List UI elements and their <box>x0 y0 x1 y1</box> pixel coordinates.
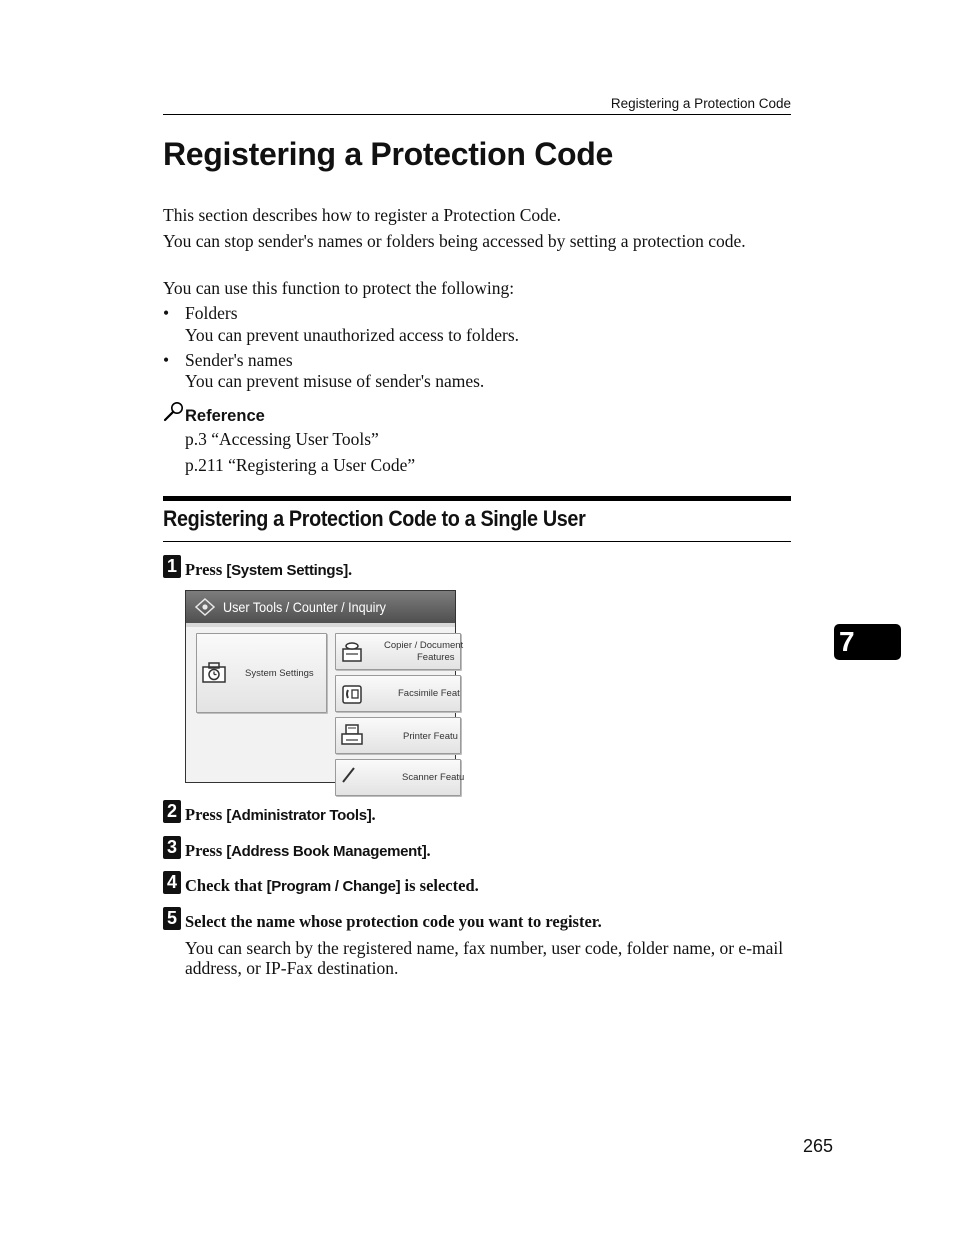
bullet-description: You can prevent unauthorized access to folders. <box>185 325 520 345</box>
step-note: You can search by the registered name, fax number, user code, folder name, or e-mail address, or IP-Fax destination. <box>185 938 784 978</box>
intro-paragraph: This section describes how to register a Protection Code. <box>163 205 562 225</box>
reference-link[interactable]: p.211 “Registering a User Code” <box>185 455 416 475</box>
reference-label: Reference <box>185 407 265 425</box>
page-number: 265 <box>803 1136 834 1156</box>
system-settings-label: System Settings <box>245 668 314 679</box>
section-rule <box>163 496 791 501</box>
system-settings-button[interactable] <box>196 633 327 713</box>
bullet-marker: • <box>163 303 170 323</box>
copier-icon <box>340 640 364 664</box>
reference-link[interactable]: p.3 “Accessing User Tools” <box>185 429 379 449</box>
step-text: . <box>348 560 353 579</box>
user-tools-screenshot <box>185 590 465 783</box>
running-header: Registering a Protection Code <box>163 96 791 115</box>
intro-paragraph: You can stop sender's names or folders being accessed by setting a protection code. <box>163 231 746 251</box>
system-settings-icon <box>201 661 227 685</box>
step-key: [Administrator Tools] <box>226 807 372 824</box>
step-text: . <box>426 841 431 860</box>
bullet-title: Sender's names <box>185 350 293 370</box>
facsimile-label: Facsimile Feat <box>398 688 460 699</box>
printer-icon <box>340 723 364 749</box>
step-text: is selected. <box>400 876 479 895</box>
step-text: Press <box>185 841 227 860</box>
bullet-marker: • <box>163 350 170 370</box>
screenshot-title: User Tools / Counter / Inquiry <box>223 599 386 615</box>
section-rule <box>163 541 791 542</box>
step-number-badge: 4 <box>163 871 181 894</box>
step-number-badge: 2 <box>163 800 181 823</box>
step-text: Press <box>185 805 227 824</box>
printer-label: Printer Featu <box>403 731 458 742</box>
user-tools-icon <box>194 598 216 616</box>
step-number-badge: 1 <box>163 555 181 578</box>
step-number-badge: 5 <box>163 907 181 930</box>
scanner-label: Scanner Featu <box>402 772 465 783</box>
copier-label: Copier / Document <box>384 640 464 651</box>
facsimile-features-button[interactable] <box>335 675 461 712</box>
facsimile-icon <box>340 682 364 706</box>
step-text: Press <box>185 560 227 579</box>
magnifier-icon <box>163 401 185 423</box>
copier-label: Features <box>417 652 455 663</box>
page-title: Registering a Protection Code <box>163 136 614 172</box>
screenshot-titlebar <box>186 591 455 623</box>
printer-features-button[interactable] <box>335 717 461 754</box>
scanner-icon <box>340 764 364 784</box>
step-key: [Address Book Management] <box>226 843 427 860</box>
bullet-description: You can prevent misuse of sender's names. <box>185 371 485 391</box>
step-key: [System Settings] <box>226 562 349 579</box>
screenshot-divider <box>186 623 455 627</box>
intro-paragraph: You can use this function to protect the following: <box>163 278 515 298</box>
step-key: [Program / Change] <box>266 878 401 895</box>
step-text: . <box>371 805 376 824</box>
step-text: Select the name whose protection code you want to register. <box>185 912 602 931</box>
section-heading: Registering a Protection Code to a Single User <box>163 506 586 531</box>
bullet-title: Folders <box>185 303 238 323</box>
copier-document-features-button[interactable] <box>335 633 464 670</box>
chapter-tab: 7 <box>834 624 901 660</box>
step-number-badge: 3 <box>163 836 181 859</box>
step-text: Check that <box>185 876 267 895</box>
scanner-features-button[interactable] <box>335 759 465 796</box>
